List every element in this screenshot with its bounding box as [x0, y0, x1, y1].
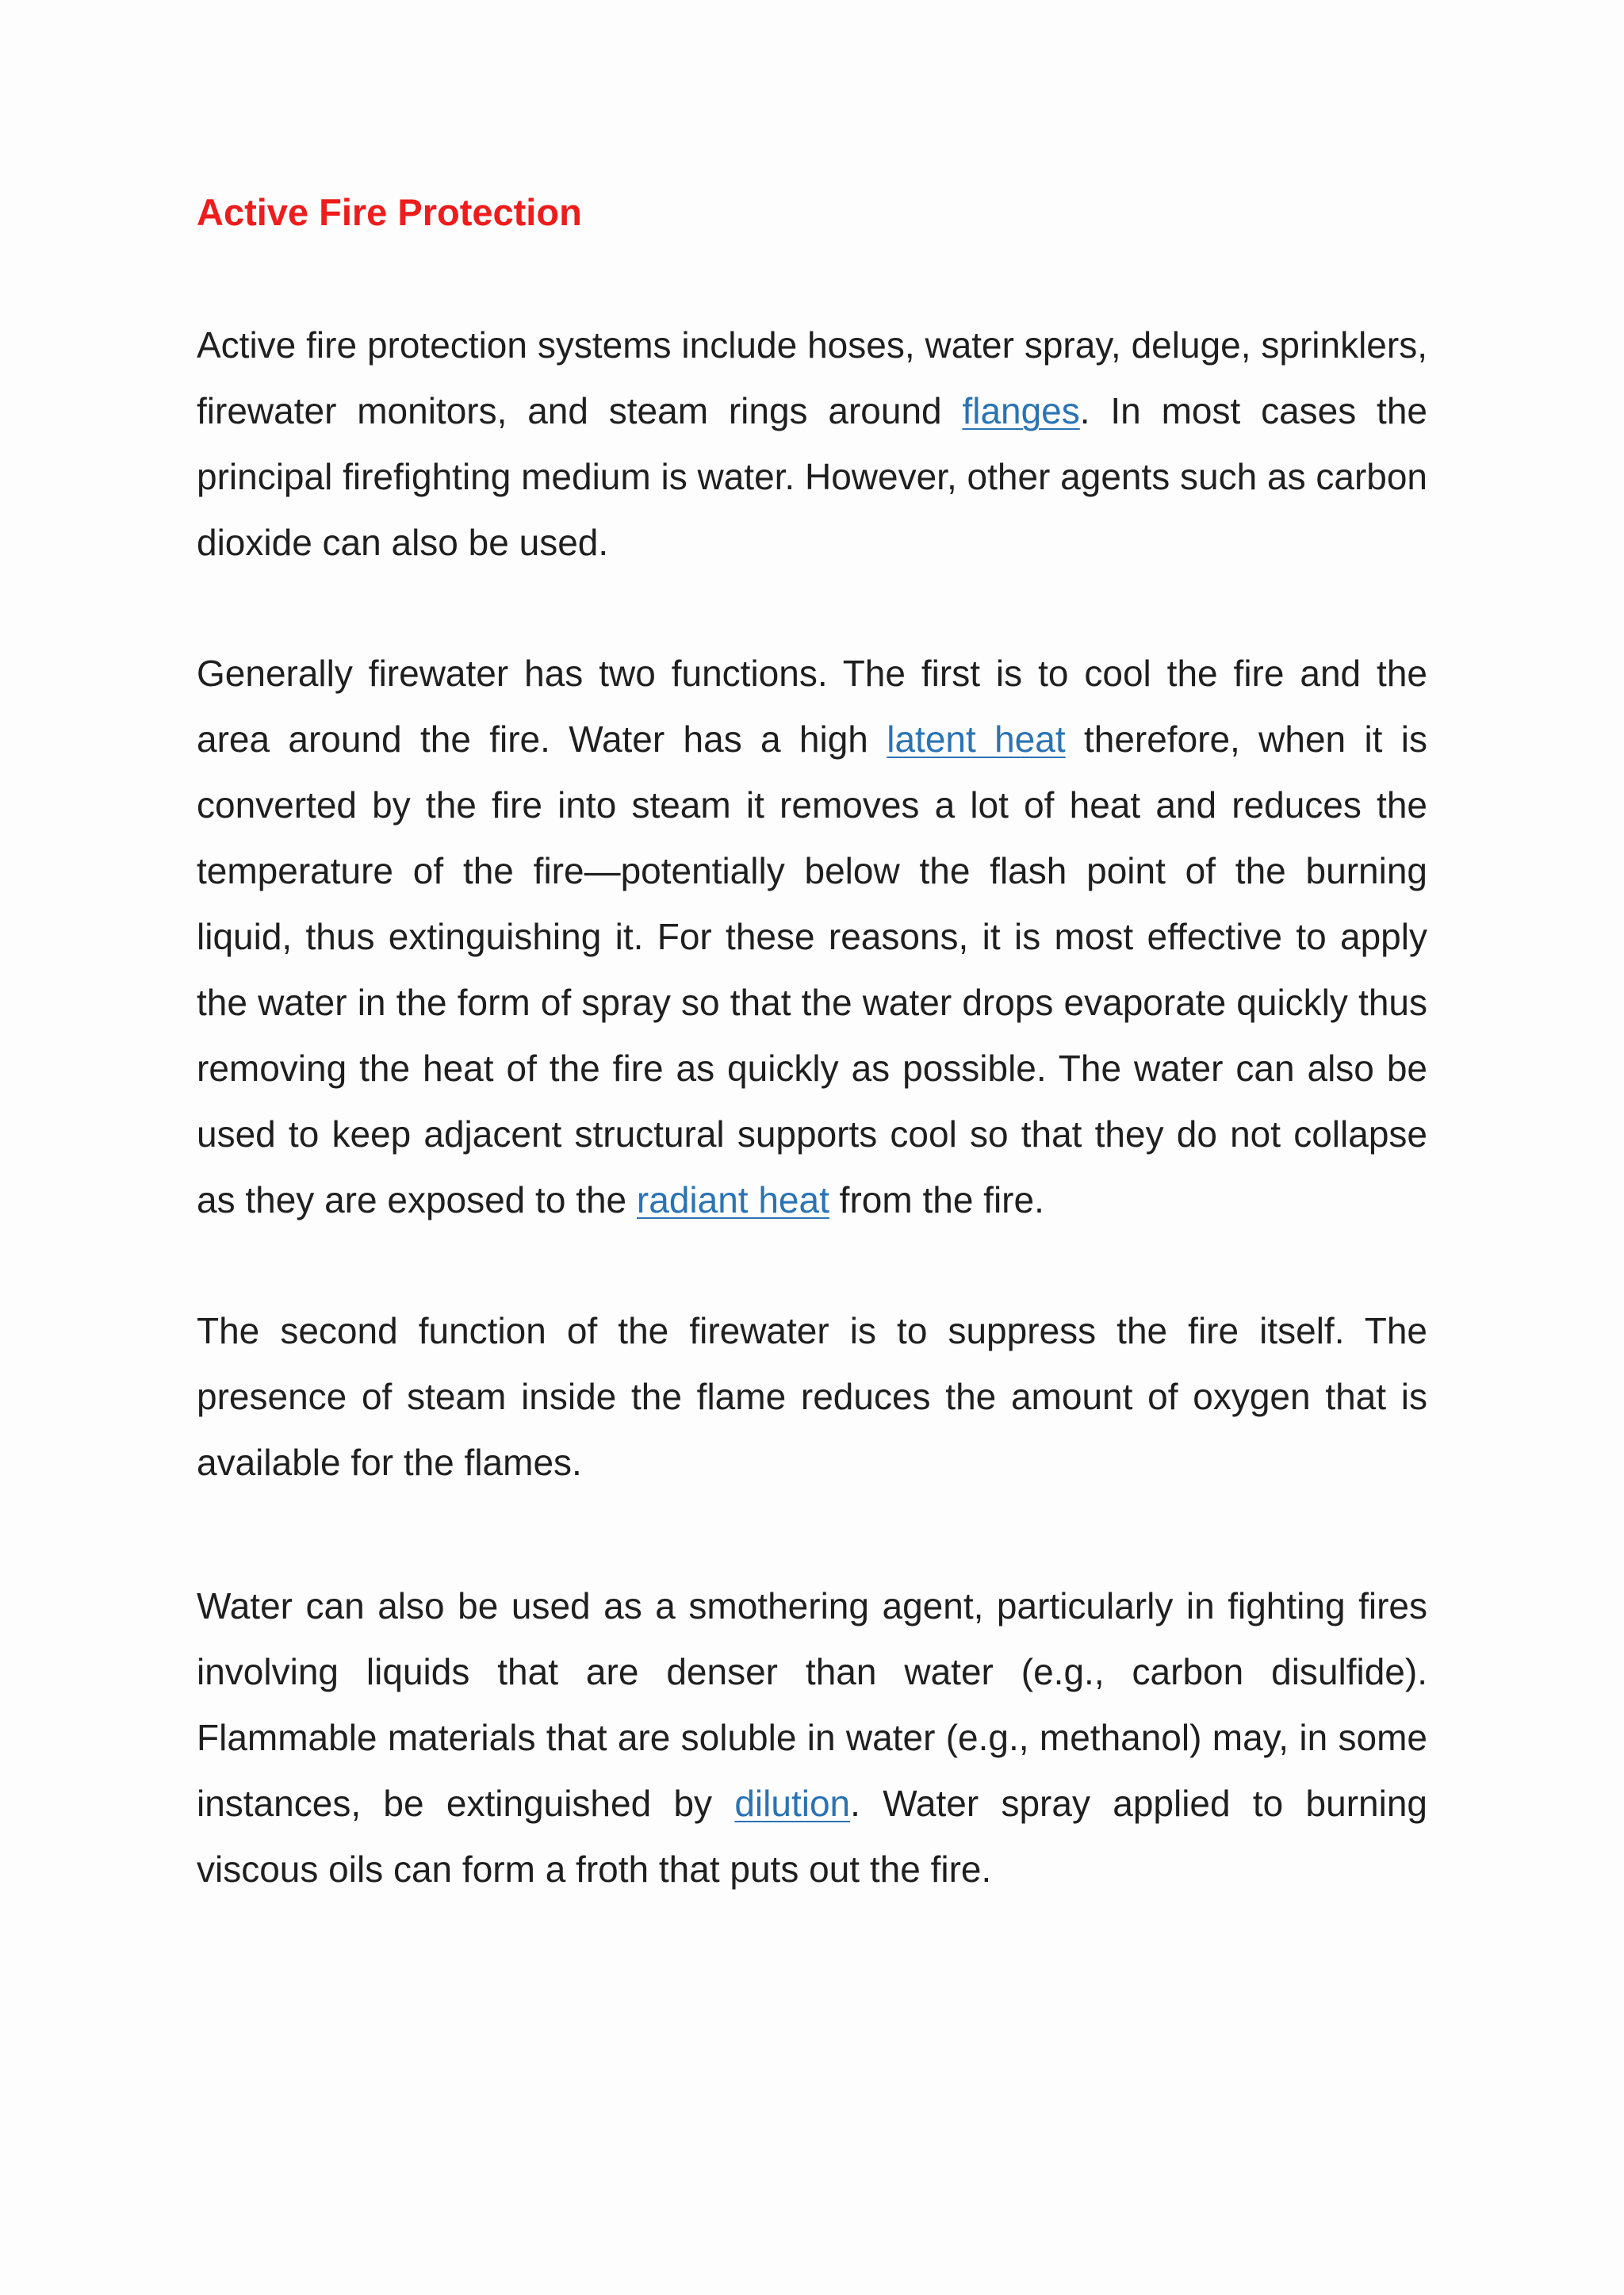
paragraph-second-function — [197, 1298, 1427, 1496]
paragraph-text: Generally firewater has two functions. The first is to cool the fire and the area around the fire. Water has a high — [197, 653, 1427, 760]
paragraph-text: . In most cases the principal firefighting medium is water. However, other agents such as carbon dioxide can also be used. — [197, 390, 1428, 563]
document-content — [197, 187, 1427, 1902]
link-radiant-heat[interactable]: radiant heat — [636, 1179, 829, 1220]
paragraph-text: The second function of the firewater is to suppress the fire itself. The presence of steam inside the flame reduces the amount of oxygen that is available for the flames. — [197, 1310, 1427, 1483]
paragraph-text: from the fire. — [829, 1179, 1044, 1220]
link-latent-heat[interactable]: latent heat — [887, 718, 1066, 760]
paragraph-text: Active fire protection systems include hoses, water spray, deluge, sprinklers, firewater monitors, and steam rings around — [197, 324, 1427, 431]
link-dilution[interactable]: dilution — [734, 1783, 851, 1824]
page-title: Active Fire Protection — [197, 191, 582, 233]
paragraph-text: Water can also be used as a smothering agent, particularly in fighting fires involving liquids that are denser than water (e.g., carbon disulfide). Flammable materials that are soluble in water (e.g., methanol) may, in some instances, be extinguished by — [197, 1585, 1427, 1824]
link-flanges[interactable]: flanges — [962, 390, 1080, 431]
paragraph-text: . Water spray applied to burning viscous oils can form a froth that puts out the fire. — [197, 1783, 1427, 1890]
paragraph-text: therefore, when it is converted by the fire into steam it removes a lot of heat and reduces the temperature of the fire—potentially below the flash point of the burning liquid, thus extinguishing it. For these reasons, it is most effective to apply the water in the form of spray so that the water drops evaporate quickly thus removing the heat of the fire as quickly as possible. The water can also be used to keep adjacent structural supports cool so that they do not collapse as they are exposed to the — [197, 718, 1428, 1220]
paragraph-firewater-functions — [197, 641, 1427, 1233]
paragraph-active-systems — [197, 312, 1427, 576]
paragraph-smothering-agent — [197, 1573, 1427, 1902]
